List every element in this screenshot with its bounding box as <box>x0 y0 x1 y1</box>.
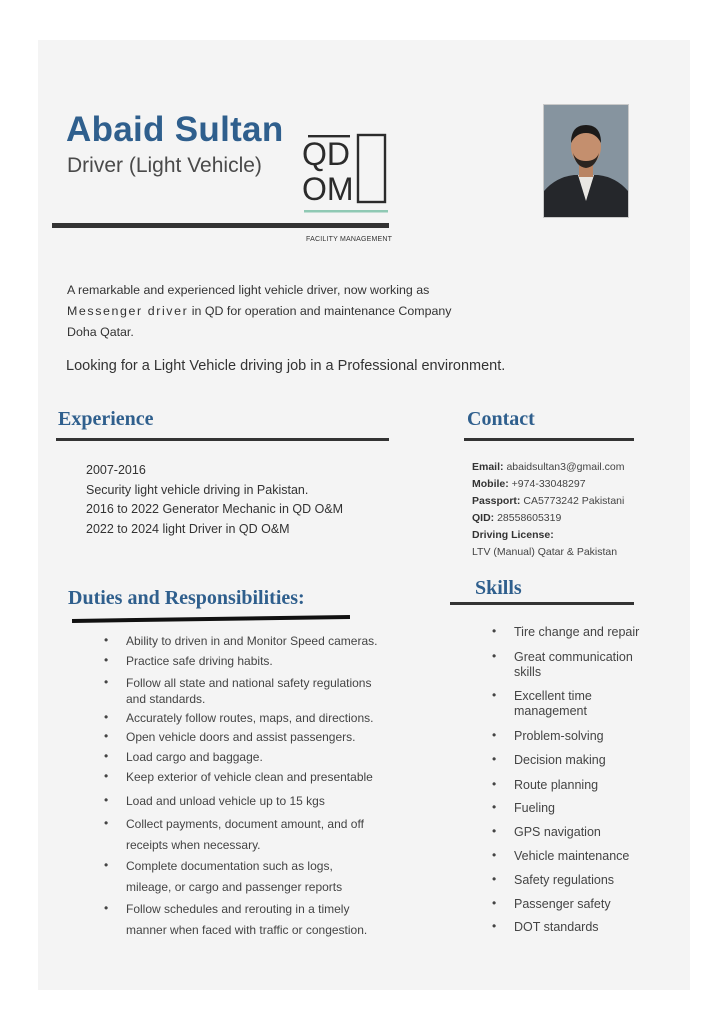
list-item <box>106 793 406 809</box>
skill-text: Safety regulations <box>514 873 615 887</box>
bullet: • <box>104 653 109 667</box>
skills-divider <box>450 602 634 605</box>
duty-text: Accurately follow routes, maps, and directions. <box>126 711 374 725</box>
skill-text-cont: management <box>514 704 587 718</box>
bullet: • <box>492 824 497 838</box>
bullet: • <box>492 752 497 766</box>
summary-company: in QD for operation and maintenance Company <box>188 304 452 318</box>
contact-license-value: LTV (Manual) Qatar & Pakistan <box>472 546 618 558</box>
summary-position: Messenger driver <box>67 304 189 318</box>
bullet: • <box>104 710 109 724</box>
experience-line: 2022 to 2024 light Driver in QD O&M <box>86 521 290 536</box>
summary-line-2 <box>67 301 507 322</box>
skill-text: Problem-solving <box>514 729 604 743</box>
contact-divider <box>464 438 634 441</box>
list-item <box>106 769 406 785</box>
list-item <box>492 778 652 793</box>
duty-text-cont: manner when faced with traffic or congestion. <box>126 923 368 937</box>
contact-details <box>472 459 625 561</box>
skill-text: Passenger safety <box>514 897 611 911</box>
profile-photo <box>543 104 629 218</box>
mobile-value[interactable]: +974-33048297 <box>511 478 586 490</box>
list-item <box>492 650 652 680</box>
list-item <box>492 897 652 912</box>
experience-line: 2007-2016 <box>86 463 146 477</box>
duty-text: Keep exterior of vehicle clean and presentable <box>126 770 373 784</box>
list-item <box>492 825 652 840</box>
bullet: • <box>492 728 497 742</box>
list-item <box>492 729 652 744</box>
list-item <box>492 873 652 888</box>
candidate-role: Driver (Light Vehicle) <box>67 154 262 177</box>
list-item <box>106 814 406 856</box>
summary <box>67 280 507 343</box>
skill-text: Vehicle maintenance <box>514 849 630 863</box>
duty-text: Follow all state and national safety regulations <box>126 676 372 690</box>
bullet: • <box>492 848 497 862</box>
bullet: • <box>492 649 497 663</box>
duty-text: Open vehicle doors and assist passengers. <box>126 730 356 744</box>
bullet: • <box>492 624 497 638</box>
bullet: • <box>104 769 109 783</box>
experience-heading: Experience <box>58 408 154 430</box>
skills-heading: Skills <box>475 577 522 599</box>
list-item <box>492 920 652 935</box>
list-item <box>492 753 652 768</box>
duty-text: Collect payments, document amount, and off <box>126 817 364 831</box>
experience-list <box>86 461 343 539</box>
contact-email <box>472 459 625 476</box>
contact-heading: Contact <box>467 408 535 430</box>
list-item <box>106 899 406 941</box>
duties-heading: Duties and Responsibilities: <box>68 587 305 609</box>
skill-text: Route planning <box>514 778 599 792</box>
logo-caption: FACILITY MANAGEMENT <box>306 236 393 243</box>
list-item <box>492 689 652 719</box>
list-item <box>106 729 406 745</box>
list-item <box>106 675 406 707</box>
bullet: • <box>492 688 497 702</box>
list-item <box>492 625 652 640</box>
list-item <box>106 710 406 726</box>
header-divider <box>52 223 389 228</box>
bullet: • <box>492 777 497 791</box>
bullet: • <box>104 749 109 763</box>
license-label: Driving License: <box>472 529 554 541</box>
bullet: • <box>492 872 497 886</box>
duty-text: Load cargo and baggage. <box>126 750 263 764</box>
duty-text: Load and unload vehicle up to 15 kgs <box>126 794 325 808</box>
skill-text: Decision making <box>514 753 606 767</box>
skill-text: DOT standards <box>514 920 599 934</box>
duty-text-cont: and standards. <box>126 692 206 706</box>
qid-value: 28558605319 <box>497 512 562 524</box>
skill-text: Tire change and repair <box>514 625 640 639</box>
duty-text-cont: mileage, or cargo and passenger reports <box>126 880 343 894</box>
experience-line: Security light vehicle driving in Pakistan. <box>86 482 309 497</box>
contact-mobile <box>472 476 625 493</box>
email-label: Email: <box>472 461 504 473</box>
experience-divider <box>56 438 389 441</box>
list-item <box>492 849 652 864</box>
duty-text: Complete documentation such as logs, <box>126 859 333 873</box>
experience-line: 2016 to 2022 Generator Mechanic in QD O&M <box>86 502 344 517</box>
logo-bottom-text: OM <box>302 171 354 207</box>
logo-top-text: QD <box>302 136 350 172</box>
summary-line-1: A remarkable and experienced light vehicle driver, now working as <box>67 283 430 297</box>
company-logo <box>300 132 392 218</box>
logo-accent-bar <box>304 210 388 213</box>
candidate-name: Abaid Sultan <box>66 110 284 149</box>
email-value[interactable]: abaidsultan3@gmail.com <box>506 461 625 473</box>
bullet: • <box>104 729 109 743</box>
bullet: • <box>104 816 109 830</box>
passport-value: CA5773242 Pakistani <box>523 495 625 507</box>
contact-qid <box>472 510 625 527</box>
skill-text: Great communication <box>514 650 633 664</box>
bullet: • <box>104 901 109 915</box>
skill-text: Fueling <box>514 801 555 815</box>
bullet: • <box>492 919 497 933</box>
skill-text: Excellent time <box>514 689 592 703</box>
list-item <box>106 856 406 898</box>
passport-label: Passport: <box>472 495 521 507</box>
logo-frame-right <box>358 135 385 202</box>
skill-text-cont: skills <box>514 665 542 679</box>
summary-line-3: Doha Qatar. <box>67 325 134 339</box>
bullet: • <box>104 793 109 807</box>
career-objective: Looking for a Light Vehicle driving job in a Professional environment. <box>66 358 506 374</box>
bullet: • <box>104 675 109 689</box>
list-item <box>106 653 406 669</box>
mobile-label: Mobile: <box>472 478 509 490</box>
duty-text: Ability to driven in and Monitor Speed cameras. <box>126 634 378 648</box>
bullet: • <box>492 800 497 814</box>
duty-text: Follow schedules and rerouting in a timely <box>126 902 350 916</box>
skill-text: GPS navigation <box>514 825 601 839</box>
bullet: • <box>492 896 497 910</box>
contact-passport <box>472 493 625 510</box>
list-item <box>492 801 652 816</box>
contact-license-label <box>472 527 625 544</box>
bullet: • <box>104 858 109 872</box>
bullet: • <box>104 633 109 647</box>
list-item <box>106 633 406 649</box>
list-item <box>106 749 406 765</box>
duty-text: Practice safe driving habits. <box>126 654 273 668</box>
qid-label: QID: <box>472 512 495 524</box>
duty-text-cont: receipts when necessary. <box>126 838 261 852</box>
